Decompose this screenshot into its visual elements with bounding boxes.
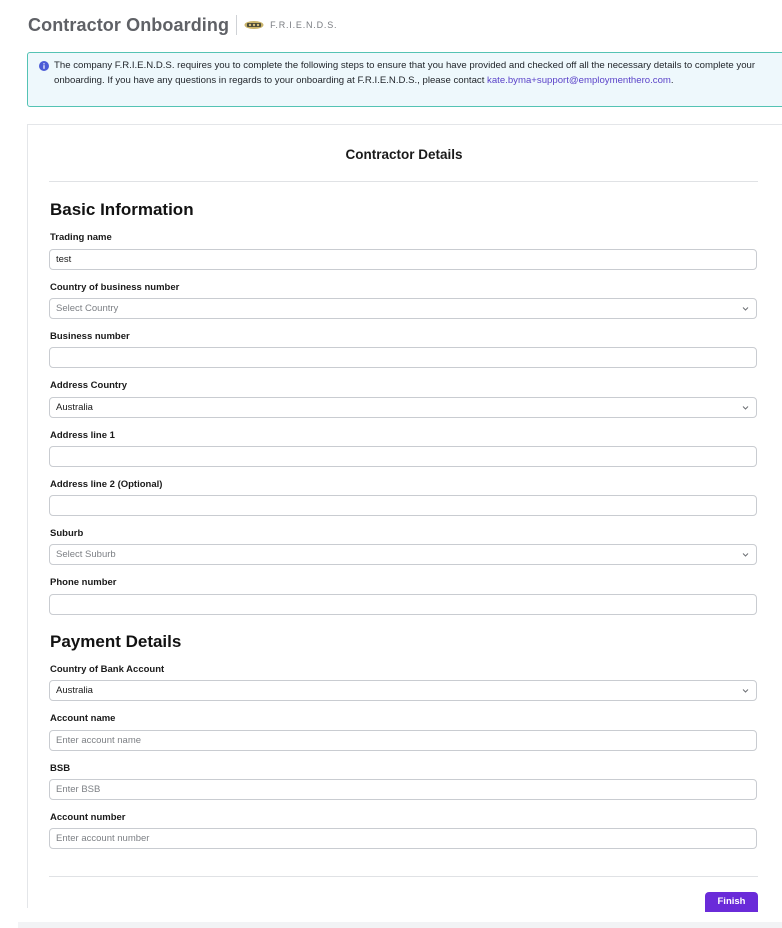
address-line-2-input[interactable]: [49, 495, 757, 516]
address-country-select[interactable]: [49, 397, 757, 418]
bank-country-label: Country of Bank Account: [50, 664, 165, 675]
bank-country-value: Australia: [56, 685, 93, 696]
info-icon: [39, 61, 49, 71]
actions-divider: [49, 876, 758, 877]
business-country-placeholder: Select Country: [56, 303, 119, 314]
suburb-placeholder: Select Suburb: [56, 549, 116, 560]
suburb-select[interactable]: [49, 544, 757, 565]
app-title: Contractor Onboarding: [28, 14, 230, 35]
info-alert: [27, 52, 782, 107]
chevron-down-icon: [742, 688, 749, 694]
title-divider: [49, 181, 758, 182]
chevron-down-icon: [742, 306, 749, 312]
address-line-1-label: Address line 1: [50, 430, 115, 441]
address-country-value: Australia: [56, 402, 93, 413]
card-title: Contractor Details: [345, 147, 463, 162]
alert-trailing: .: [670, 74, 674, 86]
org-name: F.R.I.E.N.D.S.: [270, 20, 338, 30]
address-line-2-label: Address line 2 (Optional): [50, 479, 163, 490]
account-name-label: Account name: [50, 713, 116, 724]
suburb-label: Suburb: [50, 528, 84, 539]
payment-details-heading: Payment Details: [50, 632, 182, 651]
contractor-details-card: [27, 124, 782, 908]
business-number-label: Business number: [50, 331, 130, 342]
basic-information-heading: Basic Information: [50, 200, 194, 219]
account-number-input[interactable]: [49, 828, 757, 849]
business-country-label: Country of business number: [50, 282, 180, 293]
address-country-label: Address Country: [50, 380, 128, 391]
bsb-input[interactable]: [49, 779, 757, 800]
account-number-label: Account number: [50, 812, 126, 823]
bank-country-select[interactable]: [49, 680, 757, 701]
business-country-select[interactable]: [49, 298, 757, 319]
header-divider: [236, 15, 237, 35]
trading-name-input[interactable]: [49, 249, 757, 270]
alert-text: The company F.R.I.E.N.D.S. requires you to complete the following steps to ensure that you have provided and checked off all the necessary details to complete your onboarding. If you have any questions in regards to your onboarding at F.R.I.E.N.D.S., please contact: [54, 60, 756, 86]
friends-logo-icon: [244, 20, 264, 30]
footer-strip: [18, 922, 782, 928]
phone-number-input[interactable]: [49, 594, 757, 615]
business-number-input[interactable]: [49, 347, 757, 368]
support-email-link[interactable]: kate.byma+support@employmenthero.com: [487, 74, 671, 86]
chevron-down-icon: [742, 405, 749, 411]
phone-number-label: Phone number: [50, 577, 117, 588]
page-header: [28, 12, 337, 38]
bsb-label: BSB: [50, 763, 71, 774]
alert-message: [54, 59, 764, 88]
address-line-1-input[interactable]: [49, 446, 757, 467]
account-name-input[interactable]: [49, 730, 757, 751]
trading-name-label: Trading name: [50, 232, 112, 243]
finish-button[interactable]: Finish: [705, 892, 758, 912]
chevron-down-icon: [742, 552, 749, 558]
